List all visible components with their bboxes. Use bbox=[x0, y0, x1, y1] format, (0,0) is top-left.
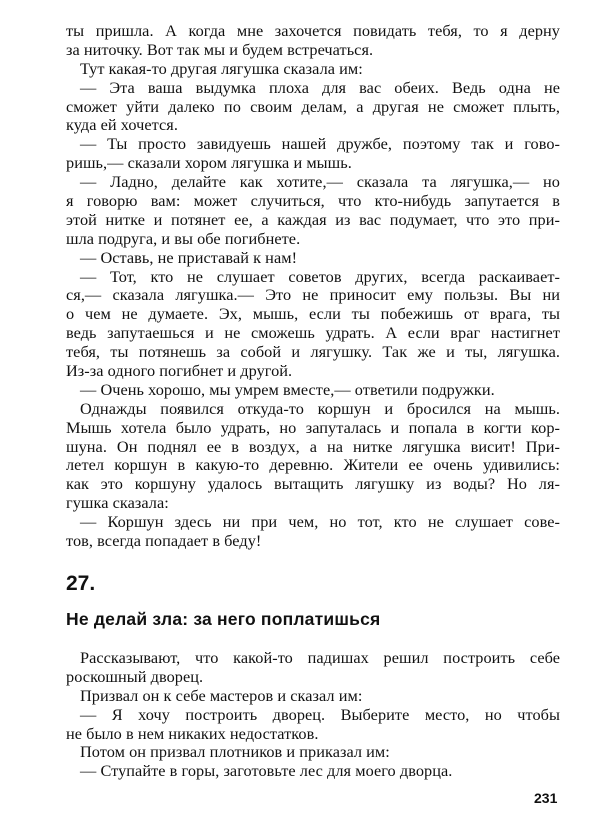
text-line: — Я хочу построить дворец. Выберите место, но чтобы bbox=[80, 704, 560, 724]
text-line: Из-за одного погибнет и другой. bbox=[66, 361, 293, 381]
text-line: Мышь хотела было удрать, но запуталась и попала в когти кор- bbox=[66, 417, 560, 437]
text-line: шуна. Он поднял ее в воздух, а на нитке лягушка висит! При- bbox=[66, 436, 560, 456]
text-line: — Оставь, не приставай к нам! bbox=[80, 247, 298, 267]
text-line: сможет уйти далеко по своим делам, а другая не сможет плыть, bbox=[66, 96, 560, 116]
text-line: — Ты просто завидуешь нашей дружбе, поэтому так и гово- bbox=[80, 134, 560, 154]
page-number: 231 bbox=[534, 790, 558, 806]
chapter-title: Не делай зла: за него поплатишься bbox=[66, 609, 381, 629]
text-line: Однажды появился откуда-то коршун и бросился на мышь. bbox=[80, 398, 560, 418]
text-section-1 bbox=[66, 22, 560, 551]
text-section-2 bbox=[66, 649, 560, 781]
text-line: — Тот, кто не слушает советов других, всегда раскаивает- bbox=[80, 266, 560, 286]
text-line: ришь,— сказали хором лягушка и мышь. bbox=[66, 153, 352, 173]
text-line: как это коршуну удалось вытащить лягушку из воды? Но ля- bbox=[66, 474, 560, 494]
text-line: шла подруга, и вы обе погибнете. bbox=[66, 228, 301, 248]
text-line: тебя, ты потянешь за собой и лягушку. Так же и ты, лягушка. bbox=[66, 342, 560, 362]
text-line: не было в нем никаких недостатков. bbox=[66, 723, 319, 743]
text-line: Потом он призвал плотников и приказал им: bbox=[80, 742, 390, 762]
text-line: ся,— сказала лягушка.— Это не приносит ему пользы. Вы ни bbox=[66, 285, 560, 305]
text-line: — Ладно, делайте как хотите,— сказала та лягушка,— но bbox=[80, 172, 560, 192]
text-line: гушка сказала: bbox=[66, 493, 169, 513]
text-line: — Коршун здесь ни при чем, но тот, кто не слушает сове- bbox=[80, 512, 560, 532]
text-line: за ниточку. Вот так мы и будем встречаться. bbox=[66, 39, 374, 59]
text-line: летел коршун в какую-то деревню. Жители ее очень удивились: bbox=[66, 455, 560, 475]
text-line: — Очень хорошо, мы умрем вместе,— ответили подружки. bbox=[80, 379, 495, 399]
text-line: Призвал он к себе мастеров и сказал им: bbox=[80, 685, 363, 705]
text-line: куда ей хочется. bbox=[66, 115, 178, 135]
text-line: — Ступайте в горы, заготовьте лес для моего дворца. bbox=[80, 761, 453, 781]
text-line: ведь запутаешься и не сможешь удрать. А если враг настигнет bbox=[66, 323, 560, 343]
text-line: Рассказывают, что какой-то падишах решил построить себе bbox=[80, 648, 560, 667]
text-line: Тут какая-то другая лягушка сказала им: bbox=[80, 58, 363, 78]
text-line: — Эта ваша выдумка плоха для вас обеих. Ведь одна не bbox=[80, 77, 560, 97]
text-line: роскошный дворец. bbox=[66, 666, 204, 686]
text-line: ты пришла. А когда мне захочется повидать тебя, то я дерну bbox=[66, 21, 560, 40]
text-line: о чем не думаете. Эх, мышь, если ты побежишь от врага, ты bbox=[66, 304, 560, 324]
text-line: этой нитке и потянет ее, а каждая из вас подумает, что это при- bbox=[66, 209, 560, 229]
text-line: тов, всегда попадает в беду! bbox=[66, 531, 262, 551]
text-line: я говорю вам: может случиться, что кто-нибудь запутается в bbox=[66, 191, 560, 211]
chapter-number: 27. bbox=[66, 572, 96, 595]
